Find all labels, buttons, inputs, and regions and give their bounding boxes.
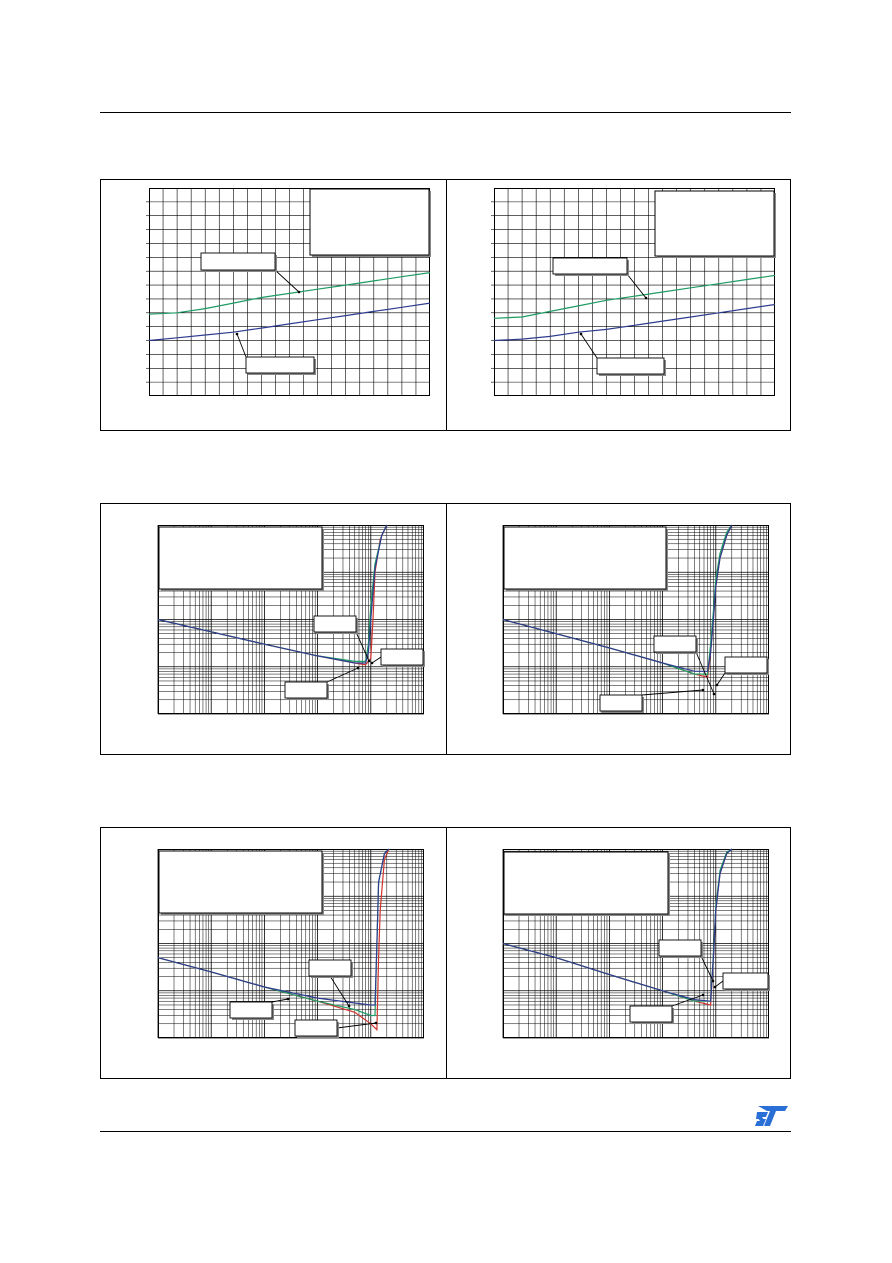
callout-arrowhead: [702, 689, 705, 692]
callout-box: [230, 1002, 272, 1018]
chart-2: [494, 188, 775, 396]
chart-6: [503, 849, 769, 1038]
footer-rule: [100, 1131, 791, 1132]
st-logo: [754, 1104, 790, 1128]
callout-arrowhead: [298, 291, 301, 294]
callout-arrowhead: [716, 684, 719, 687]
legend-box: [655, 191, 774, 256]
panel-divider: [446, 828, 447, 1078]
callout-arrowhead: [357, 667, 360, 670]
header-rule: [100, 112, 791, 113]
legend-box: [504, 527, 666, 589]
callout-arrowhead: [713, 693, 716, 696]
callout-box: [295, 1020, 337, 1036]
callout-box: [654, 636, 696, 652]
callout-arrowhead: [580, 333, 583, 336]
callout-box: [725, 657, 767, 673]
callout-box: [309, 960, 351, 976]
callout-arrowhead: [236, 333, 239, 336]
callout-leader: [642, 690, 703, 695]
legend-box: [504, 852, 668, 914]
callout-box: [314, 616, 356, 632]
callout-leader: [237, 334, 246, 357]
chart-1: [149, 188, 430, 396]
callout-arrowhead: [645, 297, 648, 300]
callout-box: [630, 1006, 672, 1022]
chart-3: [158, 525, 424, 714]
callout-leader: [272, 999, 288, 1002]
callout-leader: [701, 956, 713, 981]
callout-arrowhead: [368, 660, 371, 663]
callout-box: [600, 695, 642, 711]
callout-arrowhead: [287, 998, 290, 1001]
legend-box: [159, 527, 322, 589]
callout-arrowhead: [714, 986, 717, 989]
callout-arrowhead: [348, 1005, 351, 1008]
callout-leader: [715, 981, 723, 987]
callout-box: [659, 940, 701, 956]
callout-leader: [696, 652, 714, 694]
chart-5: [158, 849, 424, 1038]
callout-leader: [372, 657, 381, 663]
callout-box: [381, 649, 423, 665]
panel-divider: [446, 180, 447, 430]
callout-leader: [327, 668, 358, 682]
callout-arrowhead: [375, 1022, 378, 1025]
legend-box: [310, 189, 429, 255]
chart-4: [503, 525, 769, 714]
callout-box: [201, 253, 275, 270]
callout-leader: [275, 270, 299, 292]
callout-arrowhead: [371, 662, 374, 665]
callout-arrowhead: [702, 994, 705, 997]
callout-box: [553, 258, 627, 274]
callout-arrowhead: [712, 980, 715, 983]
legend-box: [159, 851, 322, 913]
callout-leader: [717, 673, 725, 685]
callout-leader: [627, 274, 646, 298]
callout-box: [246, 357, 314, 373]
callout-box: [597, 358, 664, 374]
callout-box: [723, 973, 768, 989]
panel-divider: [446, 504, 447, 754]
callout-box: [285, 682, 327, 698]
